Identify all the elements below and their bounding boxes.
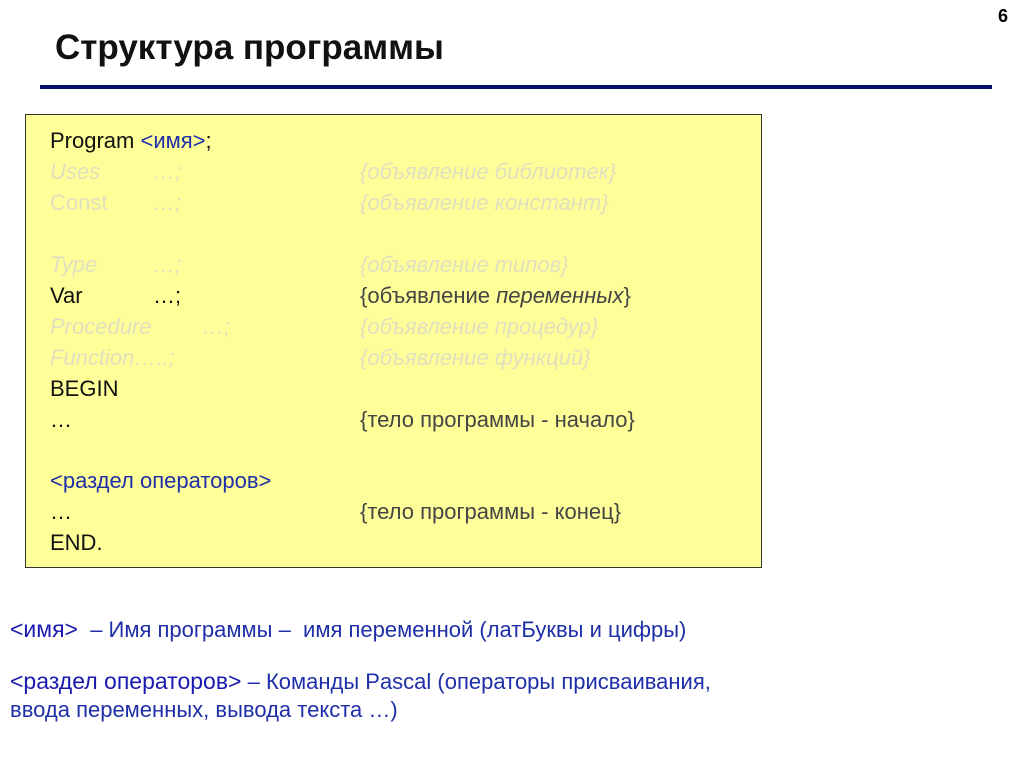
- const-comment: {объявление констант}: [360, 190, 609, 215]
- var-args: …;: [153, 283, 182, 308]
- body-start-comment: {тело программы - начало}: [360, 407, 635, 432]
- legend-section: [10, 667, 711, 724]
- type-comment: {объявление типов}: [360, 252, 569, 277]
- end-keyword: END.: [50, 530, 103, 555]
- program-name-placeholder: <имя>: [140, 128, 206, 153]
- legend-name-description: – Имя программы – имя переменной (латБуквы и цифры): [77, 617, 687, 642]
- type-keyword: Type: [50, 252, 98, 277]
- procedure-comment: {объявление процедур}: [360, 314, 599, 339]
- legend-section-term: <раздел операторов>: [10, 668, 242, 694]
- function-keyword: Function…..;: [50, 345, 175, 370]
- slide-title: Структура программы: [55, 28, 444, 67]
- uses-args: …;: [153, 159, 182, 184]
- const-keyword: Const: [50, 190, 108, 215]
- begin-keyword: BEGIN: [50, 376, 119, 401]
- body-end-comment: {тело программы - конец}: [360, 499, 622, 524]
- function-comment: {объявление функций}: [360, 345, 591, 370]
- uses-comment: {объявление библиотек}: [360, 159, 617, 184]
- title-underline: [40, 85, 992, 89]
- body-end-ellipsis: …: [50, 499, 72, 524]
- procedure-args: …;: [202, 314, 231, 339]
- procedure-keyword: Procedure: [50, 314, 152, 339]
- legend-name-term: <имя>: [10, 616, 78, 642]
- legend-section-description-line1: – Команды Pascal (операторы присваивания,: [241, 669, 711, 694]
- var-comment: {объявление переменных}: [360, 283, 631, 308]
- type-args: …;: [153, 252, 182, 277]
- program-keyword: Program: [50, 128, 135, 153]
- program-semicolon: ;: [205, 128, 212, 153]
- legend-name: [10, 615, 686, 644]
- var-keyword: Var: [50, 283, 83, 308]
- operators-section-placeholder: <раздел операторов>: [50, 468, 272, 493]
- body-start-ellipsis: …: [50, 407, 72, 432]
- uses-keyword: Uses: [50, 159, 101, 184]
- page-number: 6: [997, 6, 1008, 26]
- legend-section-description-line2: ввода переменных, вывода текста …): [10, 697, 398, 722]
- const-args: …;: [153, 190, 182, 215]
- code-block: [25, 114, 762, 568]
- code-line-end: [50, 530, 103, 608]
